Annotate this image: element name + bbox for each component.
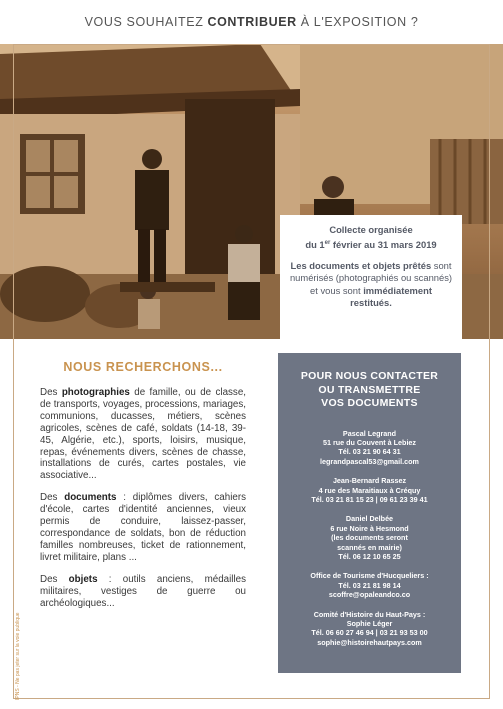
recherchons-title: NOUS RECHERCHONS...: [63, 360, 223, 374]
collect-info-box: [280, 215, 462, 339]
ipns-note: IPNS - Ne pas jeter sur la voie publique: [15, 612, 21, 700]
header-bold: CONTRIBUER: [207, 15, 297, 29]
contact-jean-bernard-rassez: Jean-Bernard Rassez 4 rue des Maraitiaux à Créquy Tél. 03 21 81 15 23 | 09 61 23 39 41: [311, 476, 428, 504]
email-link[interactable]: sophie@histoirehautpays.com: [317, 637, 422, 647]
contact-pascal-legrand: Pascal Legrand 51 rue du Couvent à Lebiez Tél. 03 21 90 64 31 legrandpascal53@gmail.com: [284, 429, 455, 467]
contact-office-tourisme: Office de Tourisme d'Hucqueliers : Tél. 03 21 81 98 14 scoffre@opaleandco.co: [284, 571, 455, 599]
email-link[interactable]: legrandpascal53@gmail.com: [320, 456, 419, 466]
contact-daniel-delbee: Daniel Delbée 6 rue Noire à Hesmond (les documents seront scannés en mairie) Tél. 06 12 10 65 25: [330, 514, 409, 561]
recherchons-section: [40, 360, 246, 619]
photographies-paragraph: Des photographies de famille, ou de classe, de transports, voyages, processions, mariages, communions, ducasses, métiers, scènes agricoles, scènes de café, soldats (14-18, 39-45, Algérie, etc.), sports, loisirs, musique, repas, événements divers, scènes de chasse, installations de curés, cartes postales, vie associative...: [40, 387, 246, 482]
header-post: À L'EXPOSITION ?: [300, 15, 419, 29]
email-link[interactable]: scoffre@opaleandco.co: [328, 590, 411, 600]
collect-title: Collecte organisée: [329, 224, 413, 235]
page-header: [0, 0, 503, 44]
header-pre: VOUS SOUHAITEZ: [84, 15, 204, 29]
contact-comite-histoire: Comité d'Histoire du Haut-Pays : Sophie Léger Tél. 06 60 27 46 94 | 03 21 93 53 00 sophie@histoirehautpays.com: [284, 610, 455, 648]
contact-box: [278, 353, 461, 673]
documents-paragraph: Des documents : diplômes divers, cahiers d'école, cartes d'identité anciennes, vieux permis de conduire, laissez-passer, correspondance de soldats, bon de réduction familles nombreuses, ticket de rationnement, livret militaire, plans ...: [40, 492, 246, 563]
collect-description: Les documents et objets prêtés sont numérisés (photographiés ou scannés) et vous sont immédiatement restitués.: [289, 259, 453, 309]
objets-paragraph: Des objets : outils anciens, médailles militaires, vestiges de guerre ou archéologiques...: [40, 573, 246, 609]
contact-title: POUR NOUS CONTACTER OU TRANSMETTRE VOS DOCUMENTS: [300, 370, 439, 409]
collect-dates: du 1er février au 31 mars 2019: [305, 238, 437, 250]
